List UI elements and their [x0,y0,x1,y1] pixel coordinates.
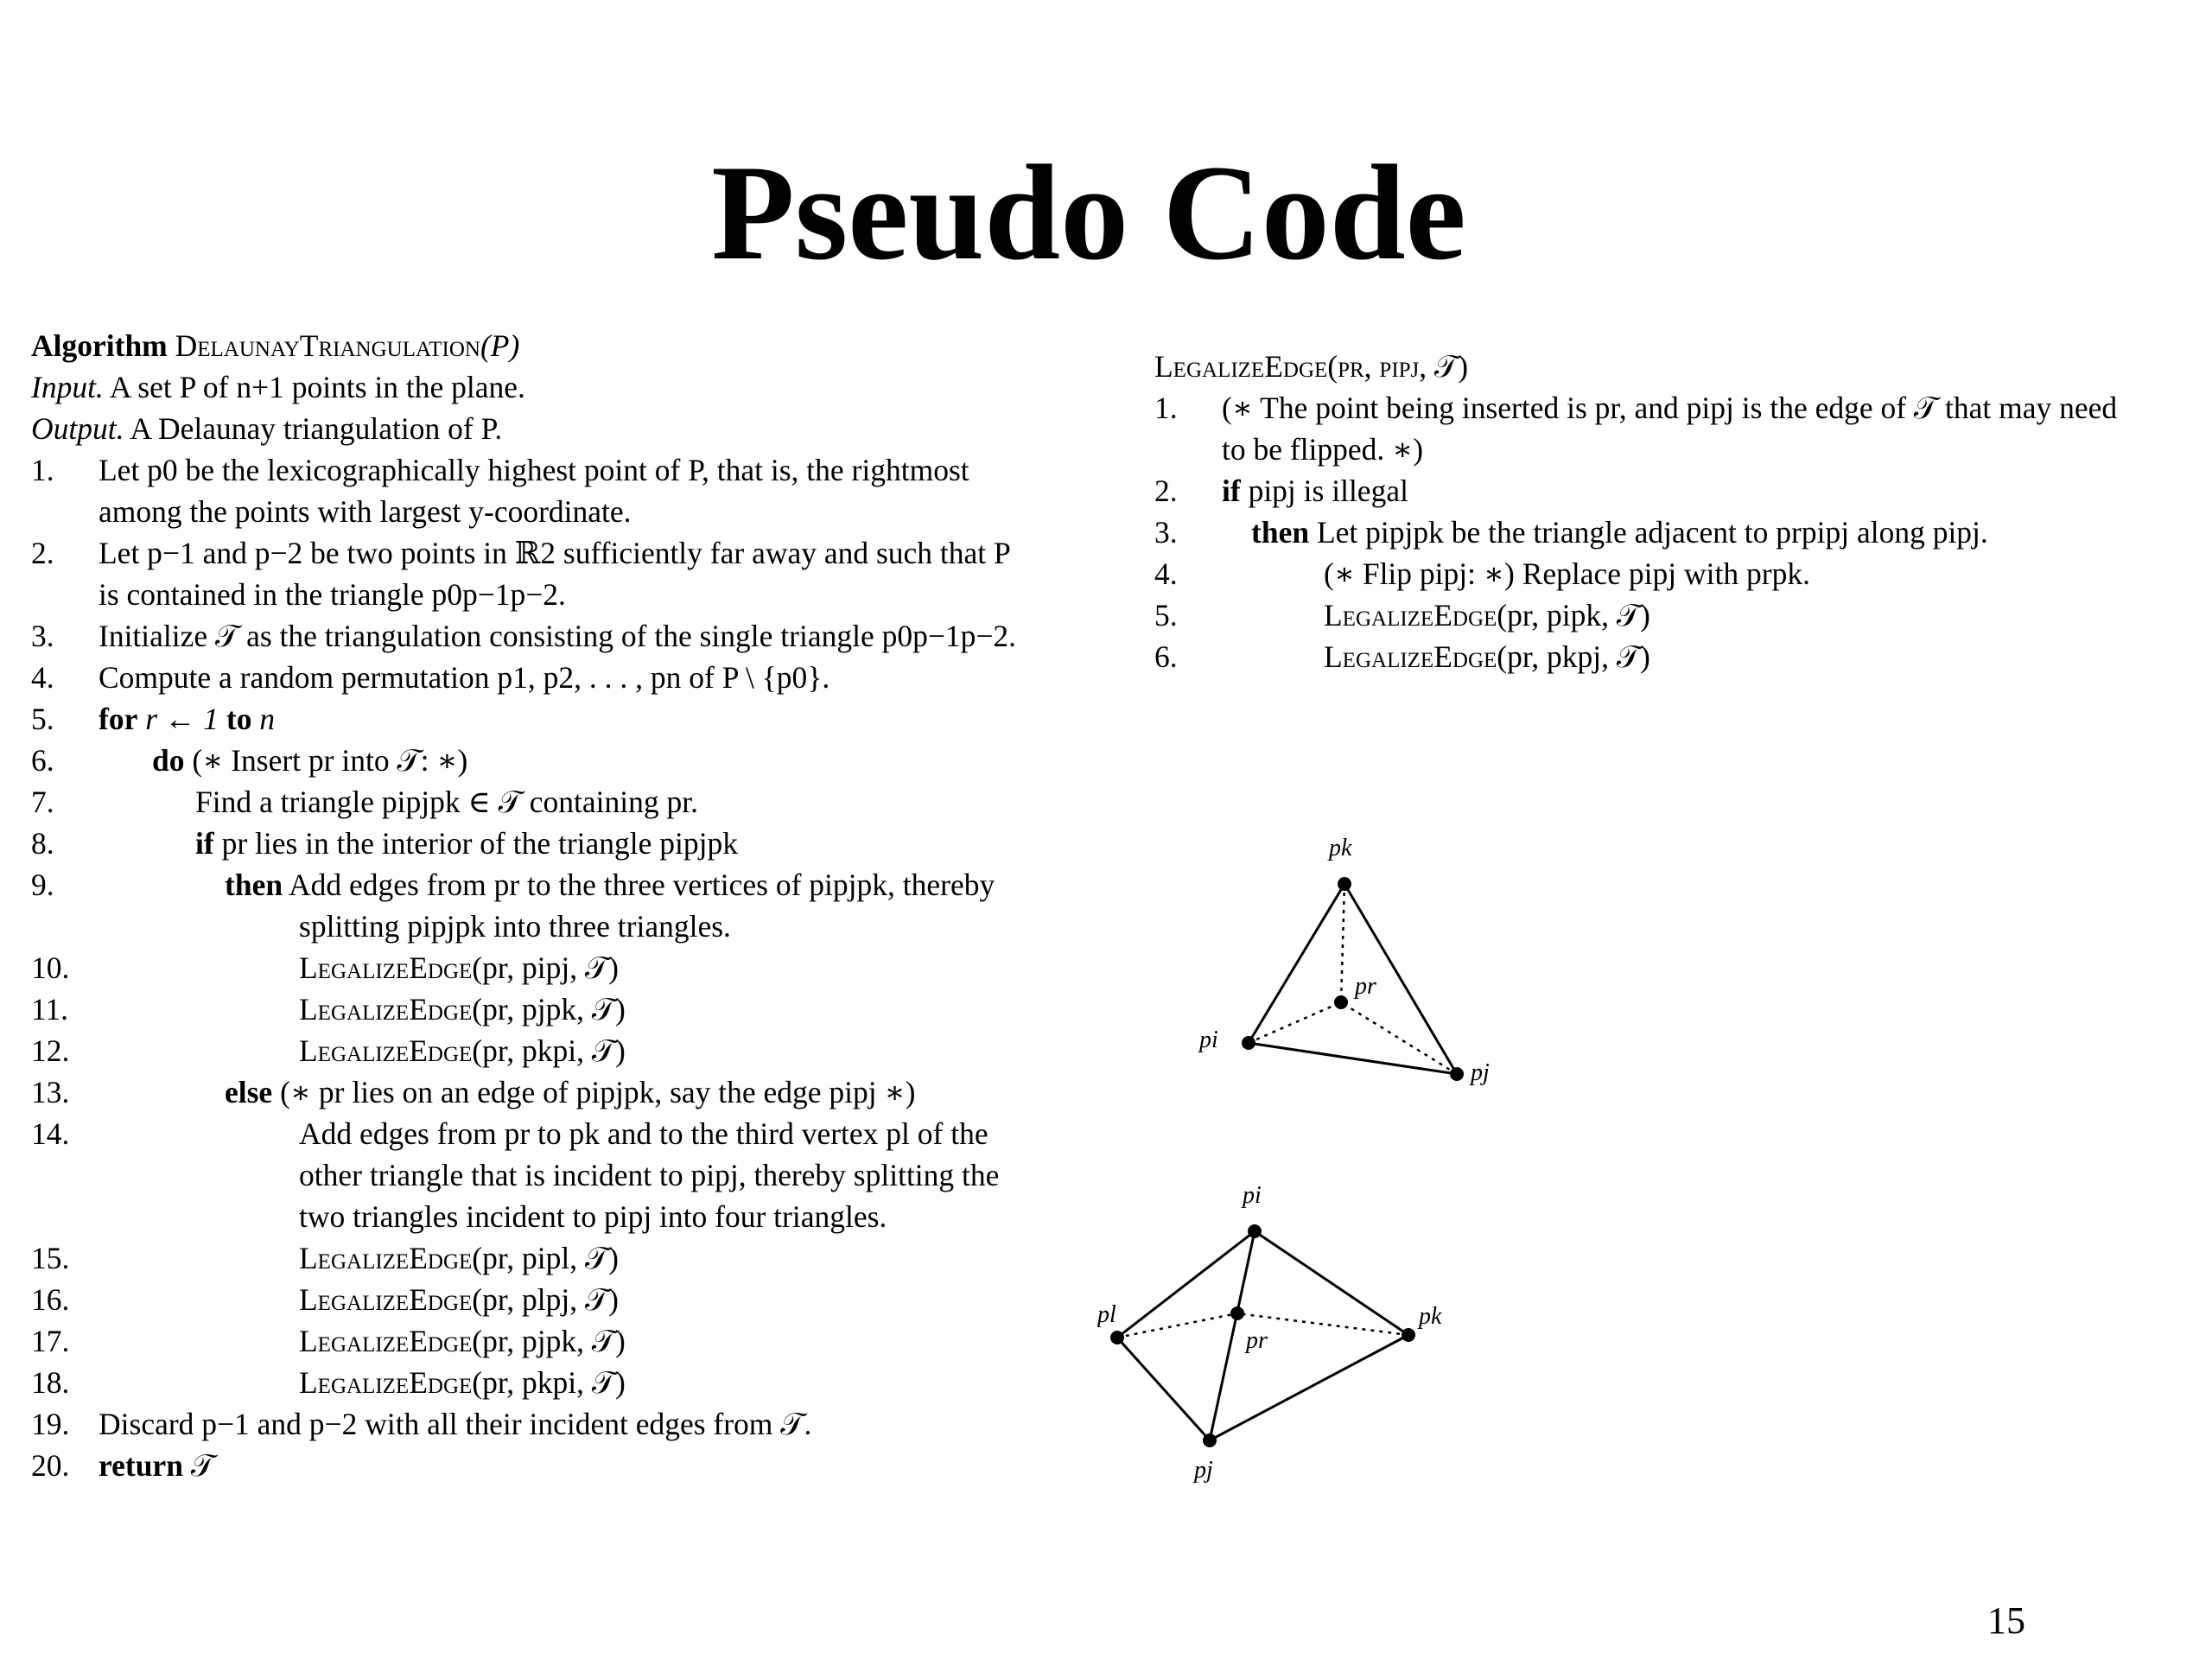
triangulation-figures [1097,830,1581,1486]
line-number: 15. [31,1241,70,1275]
line-text: Initialize 𝒯 as the triangulation consisting of the single triangle p0p−1p−2. [99,619,1016,653]
vertex-pr [1230,1306,1244,1320]
algorithm-name: DelaunayTriangulation [175,328,480,363]
edge-pl-pj [1117,1338,1210,1440]
line-text: Discard p−1 and p−2 with all their incident edges from 𝒯. [99,1407,812,1441]
code-line [31,781,1128,823]
legalize-edge-procedure [1154,346,2191,677]
line-text: (∗ pr lies on an edge of pipjpk, say the edge pipj ∗) [280,1075,916,1109]
call-args: (pr, pkpj, 𝒯) [1497,639,1650,674]
input-label: Input. [31,370,104,404]
code-line [1154,470,2191,512]
line-text: pipj is illegal [1248,474,1408,508]
dotted-edge-pr-pi [1249,1002,1341,1043]
line-number: 2. [31,536,54,570]
algorithm-keyword: Algorithm [31,328,168,363]
call-args: (pr, pipj, 𝒯) [472,950,619,985]
vertex-pj [1450,1067,1464,1081]
algorithm-arg: (P) [480,328,520,363]
code-line [31,1071,1128,1113]
line-text: (∗ Flip pipj: ∗) Replace pipj with prpk. [1324,556,1810,591]
code-line [31,1237,1128,1279]
edge-split-diagram [1097,1182,1442,1484]
line-text: (∗ The point being inserted is pr, and pipj is the edge of 𝒯 that may need [1222,391,2118,425]
line-number: 14. [31,1116,70,1151]
call-name: LegalizeEdge [299,1324,473,1358]
code-line [31,823,1128,864]
call-name: LegalizeEdge [299,1282,473,1317]
code-line [31,1154,1128,1196]
edge-pi-pj [1249,1043,1457,1074]
code-line [1154,636,2191,677]
line-text: splitting pipjpk into three triangles. [299,909,731,944]
vertex-pr [1334,995,1348,1009]
line-text: n [259,702,276,736]
edge-pk-pi [1249,884,1344,1043]
line-number: 7. [31,785,54,819]
output-label: Output. [31,411,124,446]
code-line [31,740,1128,781]
vertex-pk [1402,1328,1415,1342]
keyword-if: if [195,826,214,861]
dotted-edge-pr-pl [1117,1313,1237,1338]
vertex-pi [1242,1036,1255,1050]
code-line [31,1196,1128,1237]
line-text: Let p0 be the lexicographically highest point of P, that is, the rightmost [99,453,969,487]
keyword-then: then [1251,515,1310,550]
label-pi: pi [1243,1182,1262,1209]
line-text: pr lies in the interior of the triangle pipjpk [221,826,738,861]
label-pl: pl [1097,1301,1116,1328]
call-name: LegalizeEdge [299,1365,473,1400]
code-line [31,532,1128,574]
call-args: (pr, pkpi, 𝒯) [472,1365,626,1400]
vertex-pi [1248,1224,1262,1238]
dotted-edge-pr-pk [1341,884,1344,1002]
call-args: (pr, pkpi, 𝒯) [472,1033,626,1068]
call-args: (pr, pjpk, 𝒯) [472,1324,626,1358]
line-text: Add edges from pr to pk and to the third vertex pl of the [299,1116,988,1151]
main-algorithm [31,325,1128,1486]
line-number: 5. [31,702,54,736]
line-text: Compute a random permutation p1, p2, . . . , pn of P \ {p0}. [99,660,830,695]
line-text: r ← 1 [145,702,219,736]
line-text: Let p−1 and p−2 be two points in ℝ2 sufficiently far away and such that P [99,536,1011,570]
line-number: 18. [31,1365,70,1400]
line-number: 12. [31,1033,70,1068]
line-text: Let pipjpk be the triangle adjacent to prpipj along pipj. [1316,515,1988,550]
algorithm-input [31,366,1128,408]
keyword-for: for [99,702,138,736]
line-number: 17. [31,1324,70,1358]
line-number: 20. [31,1448,70,1483]
code-line [31,698,1128,740]
code-line [31,1113,1128,1154]
label-pk: pk [1329,835,1352,861]
line-number: 1. [31,453,54,487]
code-line [31,947,1128,988]
code-line [31,1320,1128,1362]
code-line [31,988,1128,1030]
line-number: 16. [31,1282,70,1317]
line-number: 3. [1154,515,1178,550]
line-number: 13. [31,1075,70,1109]
call-name: LegalizeEdge [299,950,473,985]
call-name: LegalizeEdge [299,1241,473,1275]
line-text: is contained in the triangle p0p−1p−2. [99,577,566,612]
line-number: 1. [1154,391,1178,425]
call-args: (pr, pipl, 𝒯) [472,1241,619,1275]
interior-split-diagram [1198,835,1490,1086]
code-line [31,1030,1128,1071]
code-line [31,1279,1128,1320]
output-text: A Delaunay triangulation of P. [130,411,503,446]
call-name: LegalizeEdge [299,992,473,1027]
vertex-pk [1338,877,1351,891]
call-name: LegalizeEdge [299,1033,473,1068]
line-text: to be flipped. ∗) [1222,432,1424,467]
code-line [31,1445,1128,1486]
vertex-pl [1110,1331,1124,1344]
line-text: Find a triangle pipjpk ∈ 𝒯 containing pr. [195,785,698,819]
code-line [31,615,1128,657]
code-line [31,1362,1128,1403]
call-name: LegalizeEdge [1324,598,1497,632]
line-number: 6. [31,743,54,778]
keyword-if: if [1222,474,1241,508]
algorithm-output [31,408,1128,449]
code-line [1154,594,2191,636]
procedure-name: LegalizeEdge(pr, pipj, 𝒯) [1154,349,1469,384]
line-number: 19. [31,1407,70,1441]
keyword-to: to [226,702,252,736]
keyword-return: return [99,1448,183,1483]
input-text: A set P of n+1 points in the plane. [109,370,525,404]
keyword-else: else [225,1075,273,1109]
code-line [31,906,1128,947]
line-number: 6. [1154,639,1178,674]
line-number: 4. [1154,556,1178,591]
label-pr: pr [1355,973,1376,1000]
code-line [31,657,1128,698]
code-line [31,864,1128,906]
edge-pk-pj [1210,1335,1408,1440]
keyword-do: do [152,743,185,778]
code-line [31,491,1128,532]
code-line [31,449,1128,491]
procedure-header [1154,346,2191,387]
line-text: Add edges from pr to the three vertices of pipjpk, thereby [289,868,995,902]
algorithm-header [31,325,1128,366]
line-number: 3. [31,619,54,653]
line-number: 11. [31,992,69,1027]
label-pk: pk [1419,1303,1442,1330]
label-pj: pj [1471,1059,1490,1086]
line-number: 10. [31,950,70,985]
code-line [1154,387,2191,429]
slide-title: Pseudo Code [711,137,1466,289]
line-number: 5. [1154,598,1178,632]
dotted-edge-pr-pj [1341,1002,1457,1074]
call-args: (pr, pipk, 𝒯) [1497,598,1650,632]
line-number: 9. [31,868,54,902]
code-line [1154,429,2191,470]
line-text: two triangles incident to pipj into four triangles. [299,1199,887,1234]
line-text: among the points with largest y-coordinate. [99,494,632,529]
line-number: 2. [1154,474,1178,508]
code-line [31,1403,1128,1445]
line-number: 4. [31,660,54,695]
call-args: (pr, pjpk, 𝒯) [472,992,626,1027]
line-text: other triangle that is incident to pipj, thereby splitting the [299,1158,1000,1192]
code-line [31,574,1128,615]
line-number: 8. [31,826,54,861]
line-text: (∗ Insert pr into 𝒯: ∗) [192,743,468,778]
code-line [1154,512,2191,553]
vertex-pj [1203,1433,1217,1447]
label-pr: pr [1246,1327,1268,1354]
label-pj: pj [1194,1457,1213,1484]
code-line [1154,553,2191,594]
label-pi: pi [1199,1027,1218,1053]
call-name: LegalizeEdge [1324,639,1497,674]
call-args: (pr, plpj, 𝒯) [472,1282,619,1317]
line-text: 𝒯 [190,1448,215,1483]
keyword-then: then [225,868,283,902]
page-number: 15 [1987,1599,2025,1642]
